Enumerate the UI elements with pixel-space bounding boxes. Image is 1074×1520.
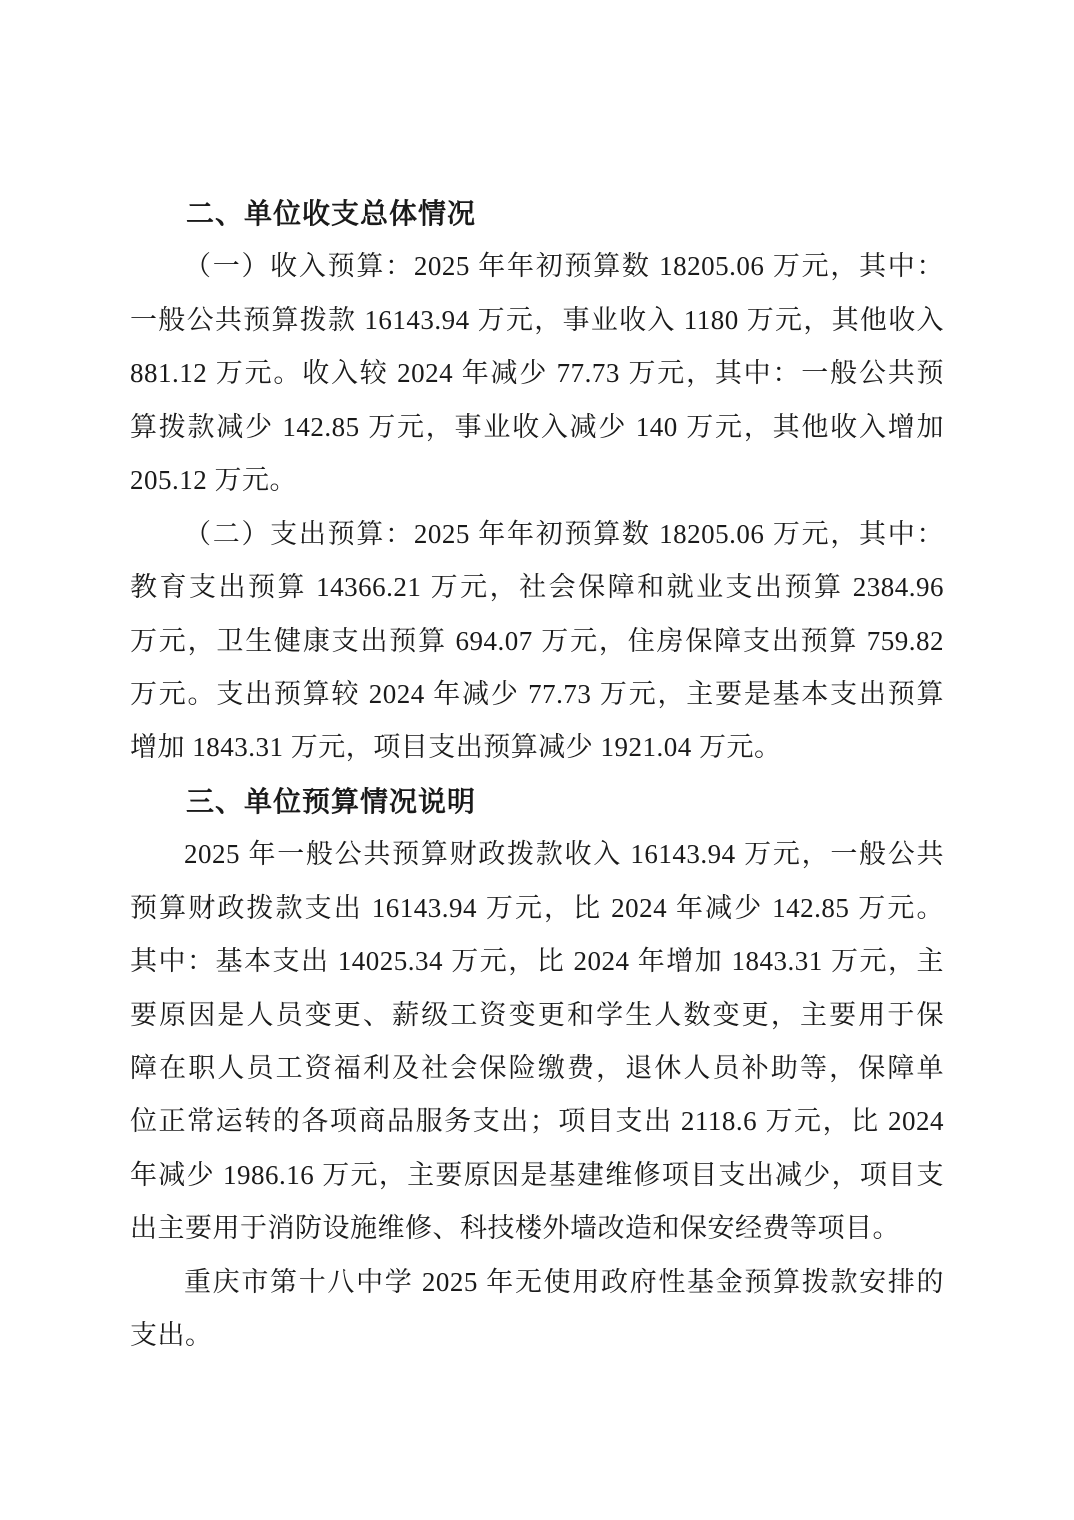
text-line: 重庆市第十八中学 2025 年无使用政府性基金预算拨款安排的 [184,1266,944,1297]
text-line: 增加 1843.31 万元，项目支出预算减少 1921.04 万元。 [130,732,782,763]
text-line: 教育支出预算 14366.21 万元，社会保障和就业支出预算 2384.96 [130,572,944,603]
text-line: 障在职人员工资福利及社会保险缴费，退休人员补助等，保障单 [130,1053,944,1083]
text-line: 出主要用于消防设施维修、科技楼外墙改造和保安经费等项目。 [130,1213,900,1244]
text-line: 205.12 万元。 [130,465,297,496]
text-line: 预算财政拨款支出 16143.94 万元，比 2024 年减少 142.85 万元。 [130,892,944,923]
text-line: 万元，卫生健康支出预算 694.07 万元，住房保障支出预算 759.82 [130,625,944,656]
text-line: 万元。支出预算较 2024 年减少 77.73 万元，主要是基本支出预算 [130,678,944,709]
text-line: 支出。 [130,1320,213,1351]
section-heading: 二、单位收支总体情况 [186,198,477,229]
text-line: 一般公共预算拨款 16143.94 万元，事业收入 1180 万元，其他收入 [130,304,944,335]
text-line: 881.12 万元。收入较 2024 年减少 77.73 万元，其中：一般公共预 [130,358,944,389]
text-line: 年减少 1986.16 万元，主要原因是基建维修项目支出减少，项目支 [130,1159,944,1190]
text-line: 算拨款减少 142.85 万元，事业收入减少 140 万元，其他收入增加 [130,411,944,442]
section-heading: 三、单位预算情况说明 [186,785,477,817]
text-line: （一）收入预算：2025 年年初预算数 18205.06 万元，其中： [184,251,944,282]
text-line: 2025 年一般公共预算财政拨款收入 16143.94 万元，一般公共 [184,839,944,870]
text-line: 位正常运转的各项商品服务支出；项目支出 2118.6 万元，比 2024 [130,1106,944,1137]
text-line: 其中：基本支出 14025.34 万元，比 2024 年增加 1843.31 万元，主 [130,946,944,977]
text-line: （二）支出预算：2025 年年初预算数 18205.06 万元，其中： [184,518,944,549]
text-line: 要原因是人员变更、薪级工资变更和学生人数变更，主要用于保 [130,999,944,1030]
